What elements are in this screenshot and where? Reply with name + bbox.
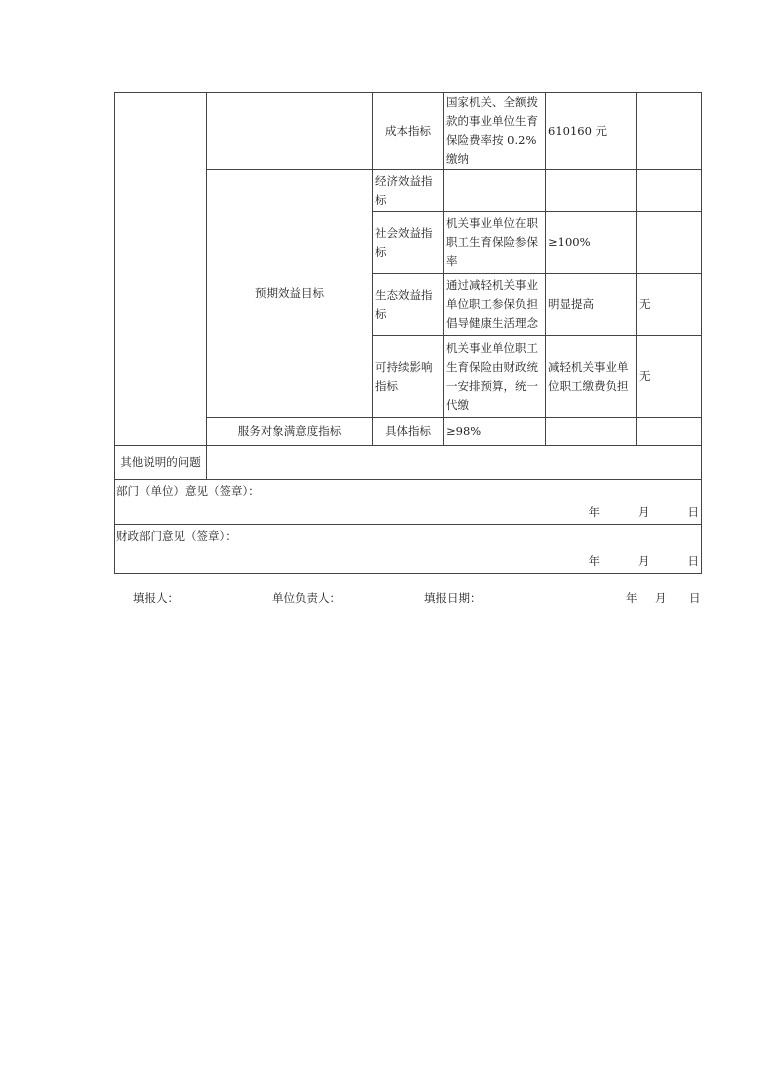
cost-indicator-value: 610160 元 xyxy=(546,93,637,170)
month-label: 月 xyxy=(638,554,650,568)
cost-indicator-note xyxy=(637,93,702,170)
satisfaction-sub-label: 具体指标 xyxy=(373,418,444,446)
finance-opinion-cell xyxy=(115,525,702,574)
ecological-indicator-value: 明显提高 xyxy=(546,274,637,336)
economic-indicator-note xyxy=(637,170,702,212)
performance-target-table xyxy=(114,92,702,574)
economic-indicator-content xyxy=(444,170,546,212)
social-indicator-label: 社会效益指标 xyxy=(373,212,444,274)
sustainable-indicator-value: 减轻机关事业单位职工缴费负担 xyxy=(546,336,637,418)
satisfaction-empty-cell xyxy=(637,418,702,446)
footer-year-label: 年 xyxy=(626,591,638,605)
unit-head-label: 单位负责人： xyxy=(272,591,341,605)
economic-indicator-label: 经济效益指标 xyxy=(373,170,444,212)
satisfaction-value: ≥98% xyxy=(444,418,546,446)
dept-opinion-cell xyxy=(115,480,702,525)
expected-benefit-label: 预期效益目标 xyxy=(207,170,373,418)
month-label: 月 xyxy=(638,505,650,519)
dept-opinion-label: 部门（单位）意见（签章）： xyxy=(116,484,260,498)
satisfaction-label: 服务对象满意度指标 xyxy=(207,418,373,446)
other-issues-label: 其他说明的问题 xyxy=(115,446,207,480)
other-issues-value xyxy=(207,446,702,480)
table-row xyxy=(115,446,702,480)
fill-date-label: 填报日期： xyxy=(424,591,482,605)
sustainable-indicator-label: 可持续影响指标 xyxy=(373,336,444,418)
cost-indicator-content: 国家机关、全额拨款的事业单位生育保险费率按 0.2%缴纳 xyxy=(444,93,546,170)
social-indicator-note xyxy=(637,212,702,274)
finance-opinion-date xyxy=(589,552,700,571)
table-row xyxy=(115,93,702,170)
sustainable-indicator-content: 机关事业单位职工生育保险由财政统一安排预算，统一代缴 xyxy=(444,336,546,418)
satisfaction-empty-cell xyxy=(546,418,637,446)
ecological-indicator-content: 通过减轻机关事业单位职工参保负担倡导健康生活理念 xyxy=(444,274,546,336)
ecological-indicator-note: 无 xyxy=(637,274,702,336)
social-indicator-content: 机关事业单位在职职工生育保险参保率 xyxy=(444,212,546,274)
empty-category-cell xyxy=(207,93,373,170)
finance-opinion-label: 财政部门意见（签章）： xyxy=(116,529,237,543)
year-label: 年 xyxy=(588,554,600,568)
cost-indicator-label: 成本指标 xyxy=(373,93,444,170)
year-label: 年 xyxy=(588,505,600,519)
day-label: 日 xyxy=(687,505,699,519)
footer-day-label: 日 xyxy=(689,591,701,605)
left-empty-cell xyxy=(115,93,207,446)
social-indicator-value: ≥100% xyxy=(546,212,637,274)
form-footer xyxy=(0,590,760,610)
table-row xyxy=(115,525,702,574)
sustainable-indicator-note: 无 xyxy=(637,336,702,418)
day-label: 日 xyxy=(687,554,699,568)
filler-label: 填报人： xyxy=(133,591,179,605)
ecological-indicator-label: 生态效益指标 xyxy=(373,274,444,336)
footer-month-label: 月 xyxy=(655,591,667,605)
table-row xyxy=(115,480,702,525)
dept-opinion-date xyxy=(589,503,700,522)
economic-indicator-value xyxy=(546,170,637,212)
